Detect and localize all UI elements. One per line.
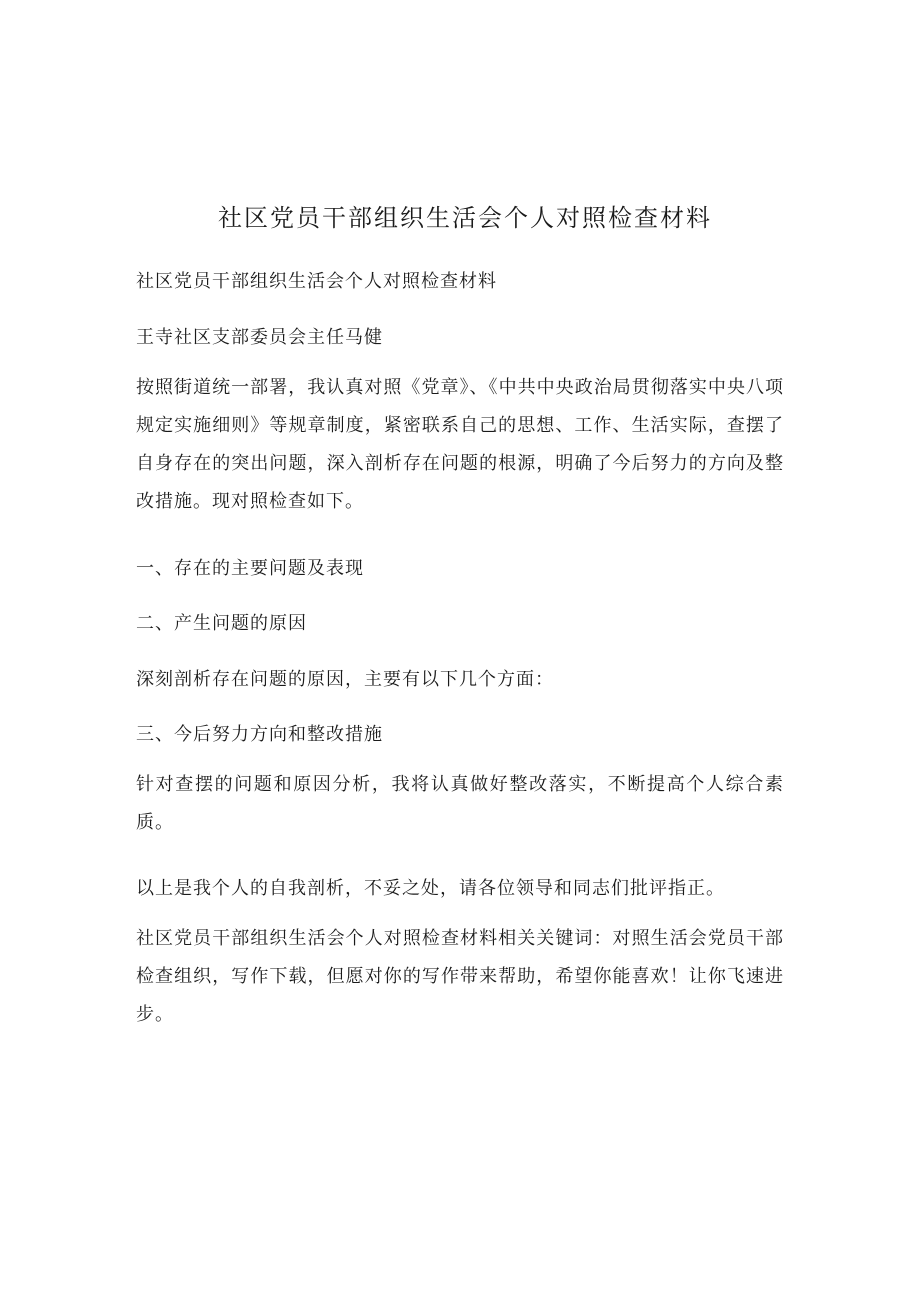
closing-paragraph: 以上是我个人的自我剖析，不妥之处，请各位领导和同志们批评指正。: [136, 878, 725, 899]
author-line: 王寺社区支部委员会主任马健: [136, 327, 383, 348]
document-subtitle: 社区党员干部组织生活会个人对照检查材料: [136, 271, 497, 292]
intro-paragraph: 按照街道统一部署，我认真对照《党章》、《中共中央政治局贯彻落实中央八项规定实施细则》等规章制度，紧密联系自己的思想、工作、生活实际，查摆了自身存在的突出问题，深入剖析存在问题的根源，明确了今后努力的方向及整改措施。现对照检查如下。: [136, 377, 784, 512]
section1-heading: 一、存在的主要问题及表现: [136, 558, 364, 579]
document-title: 社区党员干部组织生活会个人对照检查材料: [218, 204, 712, 232]
section3-heading: 三、今后努力方向和整改措施: [136, 724, 383, 745]
section2-heading: 二、产生问题的原因: [136, 613, 307, 634]
keywords-note: 社区党员干部组织生活会个人对照检查材料相关关键词：对照生活会党员干部检查组织，写作下载，但愿对你的写作带来帮助，希望你能喜欢！让你飞速进步。: [136, 928, 784, 1025]
section2-text: 深刻剖析存在问题的原因，主要有以下几个方面：: [136, 669, 554, 690]
section3-text: 针对查摆的问题和原因分析，我将认真做好整改落实，不断提高个人综合素质。: [136, 774, 784, 833]
